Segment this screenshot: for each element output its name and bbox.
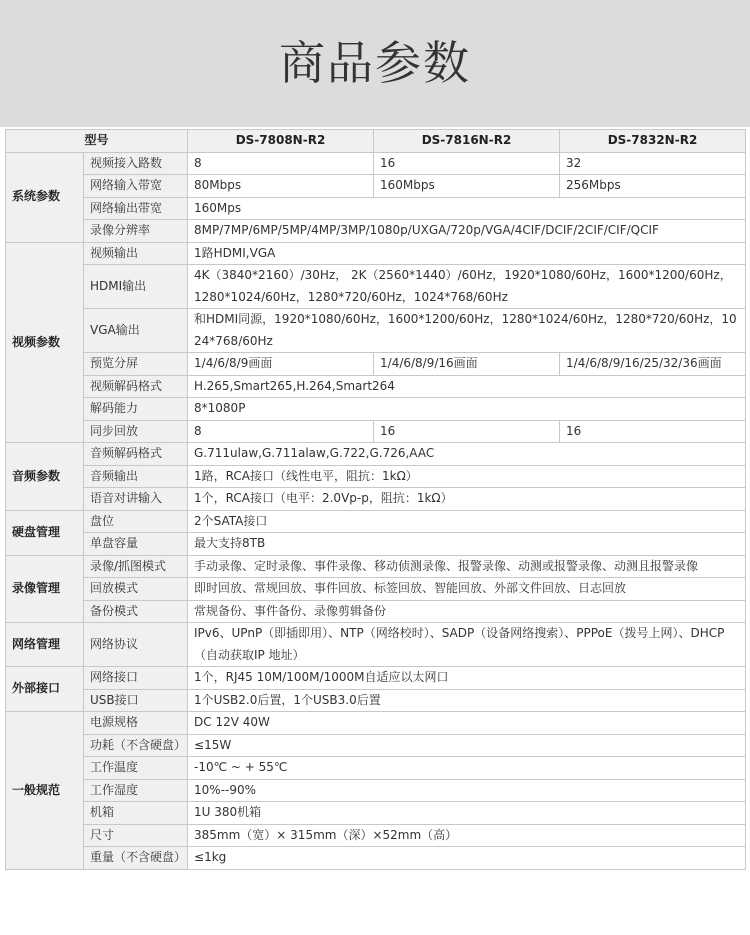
table-row: [6, 375, 746, 398]
row-label: 解码能力: [84, 398, 188, 421]
row-label: 视频输出: [84, 242, 188, 265]
row-label: USB接口: [84, 689, 188, 712]
table-row: [6, 175, 746, 198]
row-value: IPv6、UPnP（即插即用）、NTP（网络校时）、SADP（设备网络搜索）、PPPoE（拨号上网）、DHCP（自动获取IP 地址）: [188, 623, 746, 667]
row-value: 16: [560, 420, 746, 443]
row-label: 音频解码格式: [84, 443, 188, 466]
table-row: [6, 420, 746, 443]
row-label: 尺寸: [84, 824, 188, 847]
row-label: HDMI输出: [84, 265, 188, 309]
header-row: [6, 130, 746, 153]
title-banner: [0, 0, 750, 127]
model-label: 型号: [6, 130, 188, 153]
table-row: [6, 847, 746, 870]
row-value: 160Mbps: [374, 175, 560, 198]
row-label: 工作温度: [84, 757, 188, 780]
row-value: 8: [188, 420, 374, 443]
row-value: 32: [560, 152, 746, 175]
row-value: 4K（3840*2160）/30Hz， 2K（2560*1440）/60Hz，1920*1080/60Hz，1600*1200/60Hz，1280*1024/60Hz，1280*720/60Hz，1024*768/60Hz: [188, 265, 746, 309]
row-label: 电源规格: [84, 712, 188, 735]
row-label: 网络接口: [84, 667, 188, 690]
table-row: [6, 197, 746, 220]
row-value: 1个USB2.0后置，1个USB3.0后置: [188, 689, 746, 712]
row-value: 常规备份、事件备份、录像剪辑备份: [188, 600, 746, 623]
row-value: 8*1080P: [188, 398, 746, 421]
row-label: 回放模式: [84, 578, 188, 601]
table-row: [6, 757, 746, 780]
row-label: 功耗（不含硬盘）: [84, 734, 188, 757]
row-value: 160Mps: [188, 197, 746, 220]
page-title: 商品参数: [279, 35, 471, 90]
row-label: 语音对讲输入: [84, 488, 188, 511]
table-row: [6, 242, 746, 265]
row-label: 视频接入路数: [84, 152, 188, 175]
row-value: 1个，RJ45 10M/100M/1000M自适应以太网口: [188, 667, 746, 690]
table-row: [6, 600, 746, 623]
table-row: [6, 353, 746, 376]
row-value: 1/4/6/8/9/16画面: [374, 353, 560, 376]
spec-table: [5, 129, 746, 870]
row-label: VGA输出: [84, 309, 188, 353]
row-value: 10%--90%: [188, 779, 746, 802]
row-label: 单盘容量: [84, 533, 188, 556]
table-row: [6, 265, 746, 309]
table-row: [6, 578, 746, 601]
row-value: 8MP/7MP/6MP/5MP/4MP/3MP/1080p/UXGA/720p/VGA/4CIF/DCIF/2CIF/CIF/QCIF: [188, 220, 746, 243]
table-row: [6, 667, 746, 690]
table-row: [6, 779, 746, 802]
row-value: 256Mbps: [560, 175, 746, 198]
row-value: 2个SATA接口: [188, 510, 746, 533]
table-row: [6, 533, 746, 556]
table-row: [6, 309, 746, 353]
category-network: 网络管理: [6, 623, 84, 667]
row-label: 盘位: [84, 510, 188, 533]
table-row: [6, 152, 746, 175]
row-value: 385mm（宽）× 315mm（深）×52mm（高）: [188, 824, 746, 847]
row-value: 最大支持8TB: [188, 533, 746, 556]
table-row: [6, 824, 746, 847]
row-value: 手动录像、定时录像、事件录像、移动侦测录像、报警录像、动测或报警录像、动测且报警录像: [188, 555, 746, 578]
row-label: 网络输出带宽: [84, 197, 188, 220]
category-system: 系统参数: [6, 152, 84, 242]
row-value: ≤1kg: [188, 847, 746, 870]
row-label: 重量（不含硬盘）: [84, 847, 188, 870]
row-value: 1个，RCA接口（电平：2.0Vp-p，阻抗：1kΩ）: [188, 488, 746, 511]
row-value: 1路，RCA接口（线性电平，阻抗：1kΩ）: [188, 465, 746, 488]
category-general: 一般规范: [6, 712, 84, 870]
row-value: 8: [188, 152, 374, 175]
row-value: H.265,Smart265,H.264,Smart264: [188, 375, 746, 398]
row-value: G.711ulaw,G.711alaw,G.722,G.726,AAC: [188, 443, 746, 466]
category-disk: 硬盘管理: [6, 510, 84, 555]
category-recording: 录像管理: [6, 555, 84, 623]
model-3: DS-7832N-R2: [560, 130, 746, 153]
table-row: [6, 712, 746, 735]
table-row: [6, 734, 746, 757]
table-row: [6, 220, 746, 243]
row-value: 1U 380机箱: [188, 802, 746, 825]
row-label: 机箱: [84, 802, 188, 825]
row-label: 网络协议: [84, 623, 188, 667]
row-value: ≤15W: [188, 734, 746, 757]
table-row: [6, 398, 746, 421]
category-interfaces: 外部接口: [6, 667, 84, 712]
row-label: 录像分辨率: [84, 220, 188, 243]
row-value: -10℃ ~ + 55℃: [188, 757, 746, 780]
row-label: 同步回放: [84, 420, 188, 443]
row-label: 录像/抓图模式: [84, 555, 188, 578]
row-value: 即时回放、常规回放、事件回放、标签回放、智能回放、外部文件回放、日志回放: [188, 578, 746, 601]
row-value: 1/4/6/8/9/16/25/32/36画面: [560, 353, 746, 376]
row-value: 16: [374, 420, 560, 443]
row-label: 工作湿度: [84, 779, 188, 802]
row-value: DC 12V 40W: [188, 712, 746, 735]
row-label: 网络输入带宽: [84, 175, 188, 198]
row-value: 1/4/6/8/9画面: [188, 353, 374, 376]
category-audio: 音频参数: [6, 443, 84, 511]
model-2: DS-7816N-R2: [374, 130, 560, 153]
table-row: [6, 689, 746, 712]
row-label: 视频解码格式: [84, 375, 188, 398]
row-label: 音频输出: [84, 465, 188, 488]
row-value: 和HDMI同源，1920*1080/60Hz，1600*1200/60Hz，1280*1024/60Hz，1280*720/60Hz，1024*768/60Hz: [188, 309, 746, 353]
table-row: [6, 443, 746, 466]
row-label: 备份模式: [84, 600, 188, 623]
table-row: [6, 555, 746, 578]
table-row: [6, 510, 746, 533]
table-row: [6, 488, 746, 511]
row-value: 16: [374, 152, 560, 175]
table-row: [6, 465, 746, 488]
model-1: DS-7808N-R2: [188, 130, 374, 153]
row-value: 80Mbps: [188, 175, 374, 198]
category-video: 视频参数: [6, 242, 84, 443]
table-row: [6, 623, 746, 667]
row-label: 预览分屏: [84, 353, 188, 376]
row-value: 1路HDMI,VGA: [188, 242, 746, 265]
table-row: [6, 802, 746, 825]
